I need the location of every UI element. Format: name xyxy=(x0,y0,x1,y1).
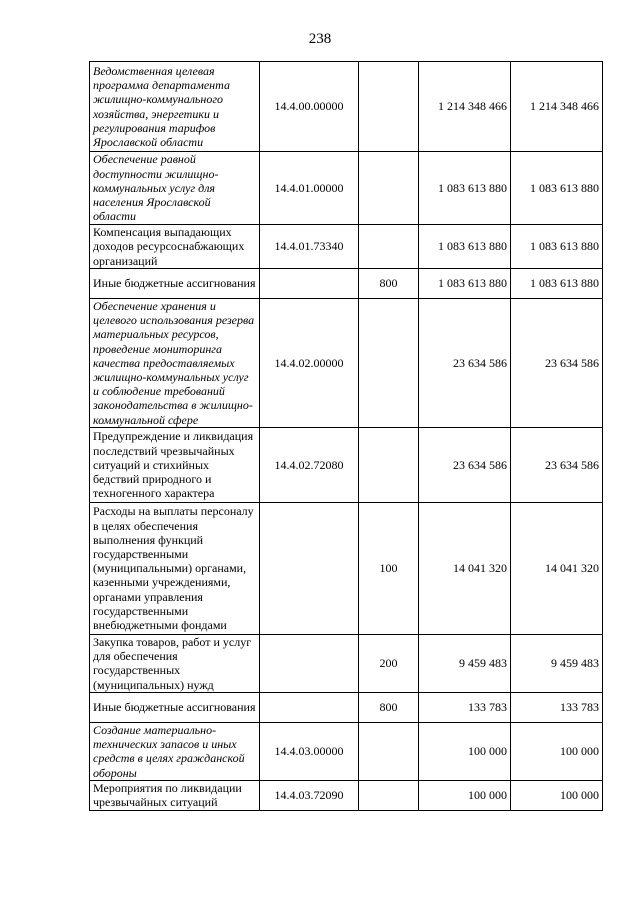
row-expense-type-cell xyxy=(359,299,419,428)
row-code-cell: 14.4.02.00000 xyxy=(260,299,359,428)
row-expense-type-cell xyxy=(359,722,419,780)
row-amount-year2-cell: 23 634 586 xyxy=(511,299,603,428)
row-expense-type-cell xyxy=(359,225,419,269)
row-code-cell xyxy=(260,269,359,299)
row-amount-year1-cell: 23 634 586 xyxy=(419,427,511,502)
page-number: 238 xyxy=(308,31,332,47)
table-row xyxy=(90,780,603,810)
row-amount-year2-cell: 100 000 xyxy=(511,722,603,780)
row-expense-type-cell: 800 xyxy=(359,269,419,299)
row-expense-type-cell: 800 xyxy=(359,692,419,722)
table-row xyxy=(90,634,603,692)
row-name-cell: Иные бюджетные ассигнования xyxy=(90,692,260,722)
row-amount-year2-cell: 1 214 348 466 xyxy=(511,62,603,152)
row-amount-year2-cell: 14 041 320 xyxy=(511,502,603,634)
row-amount-year1-cell: 1 083 613 880 xyxy=(419,152,511,225)
table-row xyxy=(90,225,603,269)
table-row xyxy=(90,152,603,225)
row-code-cell: 14.4.03.72090 xyxy=(260,780,359,810)
row-amount-year2-cell: 100 000 xyxy=(511,780,603,810)
row-expense-type-cell: 100 xyxy=(359,502,419,634)
row-code-cell: 14.4.00.00000 xyxy=(260,62,359,152)
row-expense-type-cell xyxy=(359,152,419,225)
row-amount-year2-cell: 1 083 613 880 xyxy=(511,269,603,299)
row-amount-year1-cell: 1 214 348 466 xyxy=(419,62,511,152)
row-name-cell: Иные бюджетные ассигнования xyxy=(90,269,260,299)
row-expense-type-cell xyxy=(359,780,419,810)
row-expense-type-cell xyxy=(359,427,419,502)
row-code-cell: 14.4.03.00000 xyxy=(260,722,359,780)
row-amount-year1-cell: 23 634 586 xyxy=(419,299,511,428)
row-amount-year1-cell: 1 083 613 880 xyxy=(419,269,511,299)
row-amount-year1-cell: 9 459 483 xyxy=(419,634,511,692)
row-amount-year1-cell: 133 783 xyxy=(419,692,511,722)
row-amount-year1-cell: 1 083 613 880 xyxy=(419,225,511,269)
row-code-cell xyxy=(260,502,359,634)
row-expense-type-cell: 200 xyxy=(359,634,419,692)
table-row xyxy=(90,269,603,299)
row-name-cell: Расходы на выплаты персоналу в целях обеспечения выполнения функций государственными (муниципальными) органами, казенными учреждениями, органами управления государственными внебюджетными фондами xyxy=(90,502,260,634)
row-amount-year1-cell: 100 000 xyxy=(419,722,511,780)
row-code-cell: 14.4.02.72080 xyxy=(260,427,359,502)
row-expense-type-cell xyxy=(359,62,419,152)
row-code-cell xyxy=(260,634,359,692)
row-amount-year2-cell: 1 083 613 880 xyxy=(511,152,603,225)
row-amount-year1-cell: 100 000 xyxy=(419,780,511,810)
row-name-cell: Закупка товаров, работ и услуг для обеспечения государственных (муниципальных) нужд xyxy=(90,634,260,692)
row-name-cell: Мероприятия по ликвидации чрезвычайных ситуаций xyxy=(90,780,260,810)
row-amount-year1-cell: 14 041 320 xyxy=(419,502,511,634)
row-code-cell: 14.4.01.00000 xyxy=(260,152,359,225)
row-code-cell xyxy=(260,692,359,722)
row-name-cell: Ведомственная целевая программа департамента жилищно-коммунального хозяйства, энергетики и регулирования тарифов Ярославской области xyxy=(90,62,260,152)
table-row xyxy=(90,502,603,634)
table-row xyxy=(90,692,603,722)
table-row xyxy=(90,427,603,502)
table-row xyxy=(90,299,603,428)
budget-table xyxy=(89,61,603,811)
row-amount-year2-cell: 1 083 613 880 xyxy=(511,225,603,269)
row-name-cell: Компенсация выпадающих доходов ресурсоснабжающих организаций xyxy=(90,225,260,269)
row-name-cell: Обеспечение хранения и целевого использования резерва материальных ресурсов, проведение мониторинга качества предоставляемых жилищно-коммунальных услуг и соблюдение требований законодательства в жилищно-коммунальной сфере xyxy=(90,299,260,428)
row-name-cell: Создание материально-технических запасов и иных средств в целях гражданской обороны xyxy=(90,722,260,780)
budget-table-body xyxy=(90,62,603,811)
row-amount-year2-cell: 23 634 586 xyxy=(511,427,603,502)
row-code-cell: 14.4.01.73340 xyxy=(260,225,359,269)
row-name-cell: Обеспечение равной доступности жилищно-коммунальных услуг для населения Ярославской области xyxy=(90,152,260,225)
table-row xyxy=(90,722,603,780)
row-amount-year2-cell: 9 459 483 xyxy=(511,634,603,692)
table-row xyxy=(90,62,603,152)
row-name-cell: Предупреждение и ликвидация последствий чрезвычайных ситуаций и стихийных бедствий природного и техногенного характера xyxy=(90,427,260,502)
row-amount-year2-cell: 133 783 xyxy=(511,692,603,722)
